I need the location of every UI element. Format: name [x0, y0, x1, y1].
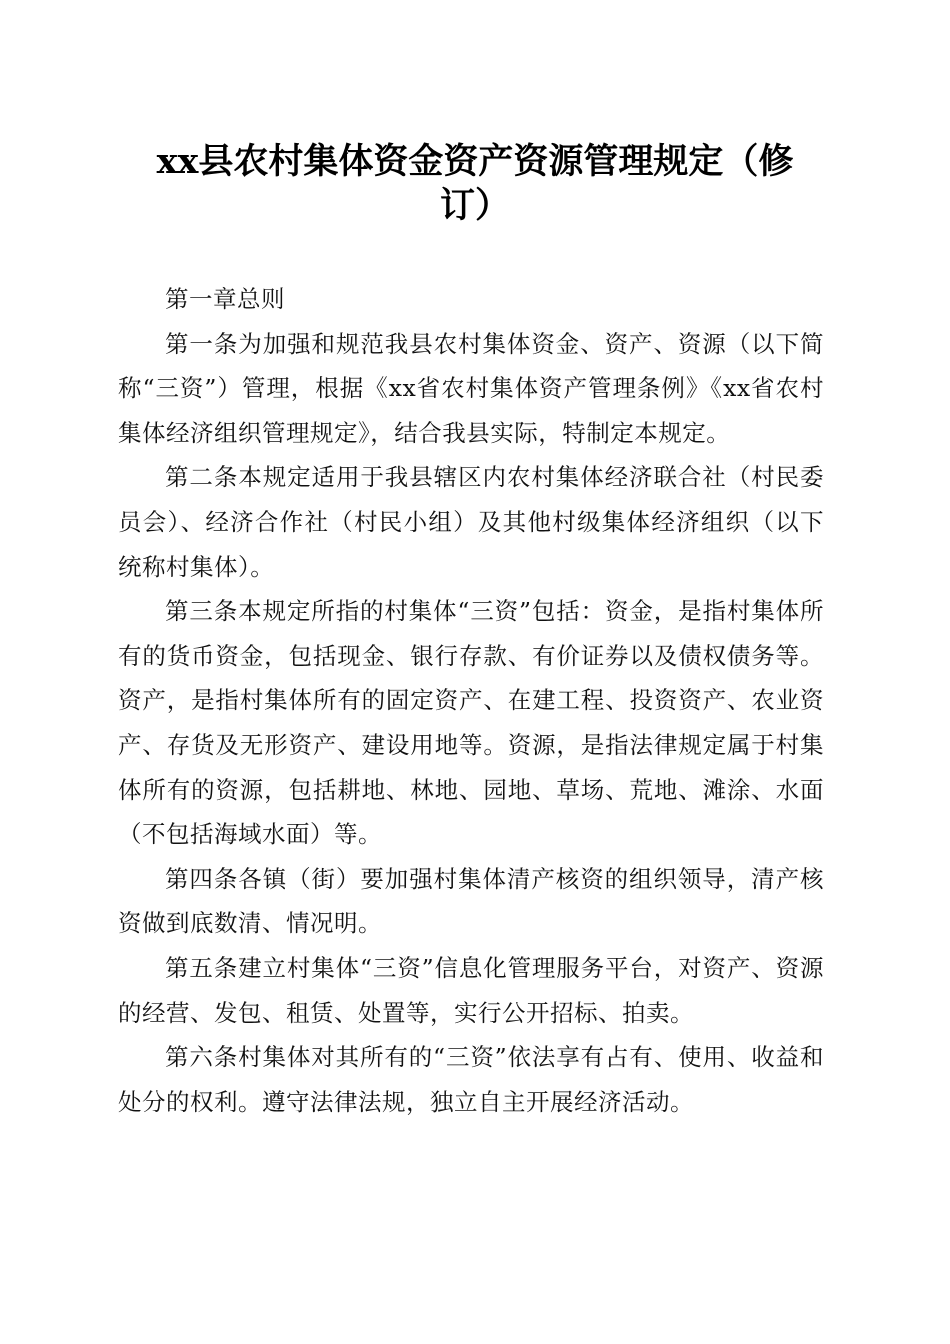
article-paragraph: 第三条本规定所指的村集体“三资”包括：资金，是指村集体所有的货币资金，包括现金、银行存款、有价证券以及债权债务等。资产，是指村集体所有的固定资产、在建工程、投资资产、农业资产、存货及无形资产、建设用地等。资源，是指法律规定属于村集体所有的资源，包括耕地、林地、园地、草场、荒地、滩涂、水面（不包括海域水面）等。 — [118, 597, 824, 849]
document-body — [118, 277, 824, 1124]
article-paragraph: 第四条各镇（街）要加强村集体清产核资的组织领导，清产核资做到底数清、情况明。 — [118, 864, 824, 938]
document-title: xx县农村集体资金资产资源管理规定（修订） — [156, 141, 794, 226]
article-paragraph: 第六条村集体对其所有的“三资”依法享有占有、使用、收益和处分的权利。遵守法律法规，独立自主开展经济活动。 — [118, 1043, 824, 1116]
article-paragraph: 第五条建立村集体“三资”信息化管理服务平台，对资产、资源的经营、发包、租赁、处置等，实行公开招标、拍卖。 — [118, 953, 824, 1027]
chapter-heading: 第一章总则 — [165, 285, 285, 313]
article-paragraph: 第一条为加强和规范我县农村集体资金、资产、资源（以下简称“三资”）管理，根据《xx省农村集体资产管理条例》《xx省农村集体经济组织管理规定》，结合我县实际，特制定本规定。 — [118, 329, 824, 447]
article-paragraph: 第二条本规定适用于我县辖区内农村集体经济联合社（村民委员会）、经济合作社（村民小组）及其他村级集体经济组织（以下统称村集体）。 — [118, 463, 824, 581]
